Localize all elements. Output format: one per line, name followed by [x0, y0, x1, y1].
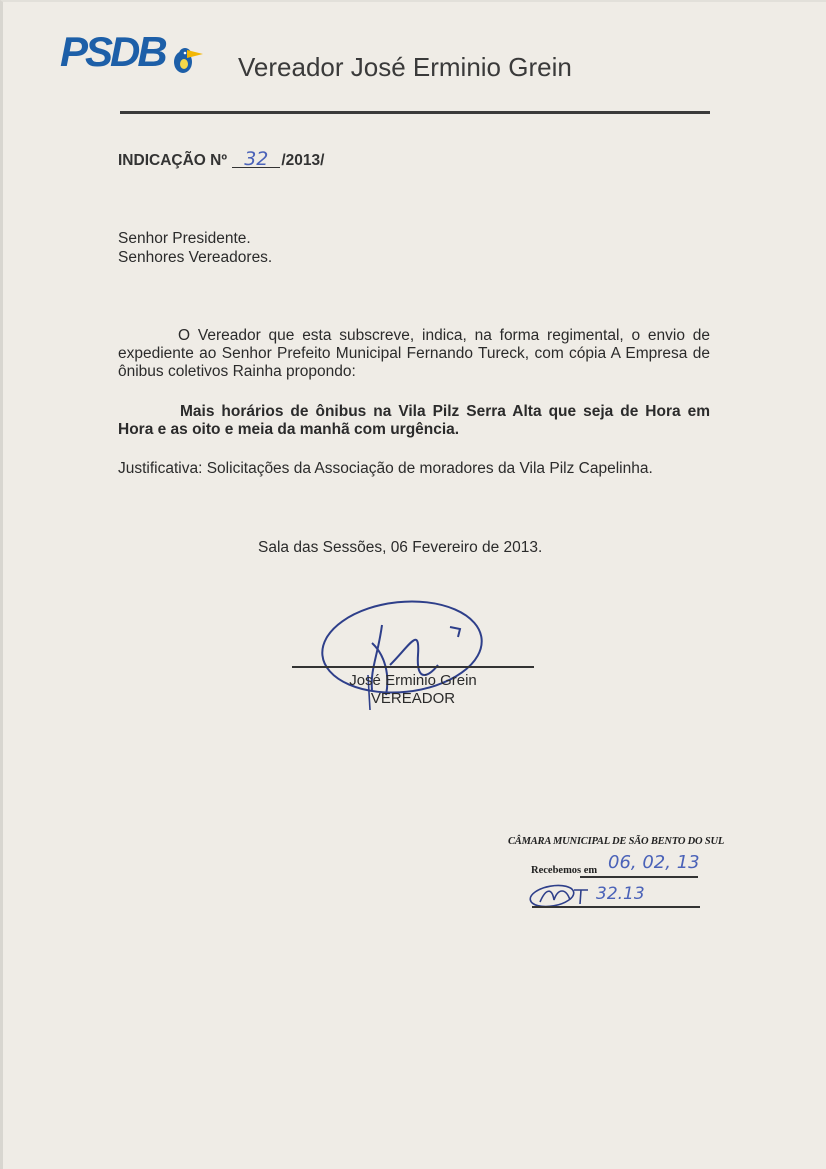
- psdb-logo: [60, 26, 210, 86]
- stamp-date-line: [580, 876, 698, 878]
- header-divider: [120, 111, 710, 114]
- toucan-icon: [165, 40, 205, 80]
- salutation: [118, 229, 272, 267]
- indicacao-number: 32: [232, 151, 280, 168]
- stamp-received-date: 06, 02, 13: [608, 852, 700, 873]
- justification: Justificativa: Solicitações da Associação de moradores da Vila Pilz Capelinha.: [118, 460, 653, 477]
- salutation-line1: Senhor Presidente.: [118, 230, 251, 247]
- indicacao-year: /2013/: [281, 152, 325, 169]
- header-title: Vereador José Erminio Grein: [238, 52, 572, 82]
- signer-role: VEREADOR: [370, 690, 456, 707]
- indicacao-line: [118, 148, 325, 170]
- body-paragraph-2: Mais horários de ônibus na Vila Pilz Serra Alta que seja de Hora em Hora e as oito e meia da manhã com urgência.: [118, 403, 710, 438]
- signer-block: [292, 672, 534, 708]
- stamp-title: CÂMARA MUNICIPAL DE SÃO BENTO DO SUL: [508, 836, 725, 847]
- logo-text: PSDB: [60, 28, 165, 75]
- signer-name: José Erminio Grein: [349, 672, 477, 689]
- signature-line: [292, 666, 534, 668]
- stamp-received-label: Recebemos em: [531, 865, 598, 876]
- body-paragraph-1: O Vereador que esta subscreve, indica, na forma regimental, o envio de expediente ao Senhor Prefeito Municipal Fernando Tureck, com cópia A Empresa de ônibus coletivos Rainha propondo:: [118, 327, 710, 380]
- salutation-line2: Senhores Vereadores.: [118, 249, 273, 266]
- stamp-protocol-number: 32.13: [596, 884, 645, 904]
- indicacao-label: INDICAÇÃO Nº: [118, 152, 227, 169]
- closing-line: Sala das Sessões, 06 Fevereiro de 2013.: [258, 539, 543, 556]
- stamp-protocol-line: [532, 906, 700, 908]
